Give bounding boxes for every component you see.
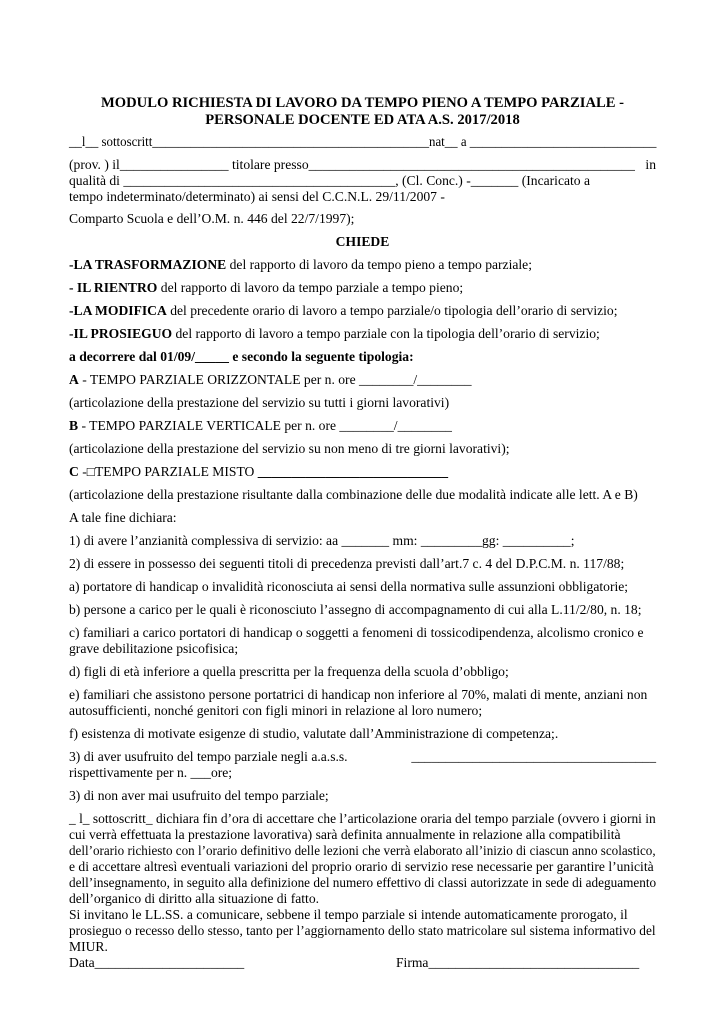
type-a-note: (articolazione della prestazione del servizio su tutti i giorni lavorativi) [69,395,450,410]
type-c-blank: ____________________________ [257,464,449,479]
invite-line-3: MIUR. [69,939,108,954]
request-label: -IL PROSIEGUO [69,326,173,341]
final-line-6: dell’organico di diritto alla situazione di fatto. [69,891,320,906]
declare-a: a) portatore di handicap o invalidità riconosciuta ai sensi della normativa sulle assunzioni obbligatorie; [69,579,629,594]
declare-titoli: 2) di essere in possesso dei seguenti titoli di precedenza previsti dall’art.7 c. 4 del D.P.C.M. n. 117/88; [69,556,625,571]
declare-3a-blank: ____________________________________ [411,749,656,764]
declare-anzianita: 1) di avere l’anzianità complessiva di servizio: aa _______ mm: _________gg: __________; [69,533,575,548]
final-line-4: e di accettare altresì eventuali variazioni del proprio orario di servizio rese necessarie per garantire l’unicità [69,859,654,874]
intro-line-contract: tempo indeterminato/determinato) ai sensi del C.C.N.L. 29/11/2007 - [69,189,445,204]
intro-line-birth [69,157,656,173]
declare-c-line-2: grave debilitazione psicofisica; [69,641,239,656]
declare-3a-text: 3) di aver usufruito del tempo parziale negli a.a.s.s. [69,749,348,764]
decorrere-line: a decorrere dal 01/09/_____ e secondo la seguente tipologia: [69,349,414,364]
type-a-line [69,372,472,388]
type-c-letter: C [69,464,79,479]
declare-e-line-1: e) familiari che assistono persone portatrici di handicap non inferiore al 70%, malati di mente, anziani non [69,687,648,702]
request-trasformazione [69,257,532,273]
type-b-text: - TEMPO PARZIALE VERTICALE per n. ore ________/________ [78,418,452,433]
form-title-line-1: MODULO RICHIESTA DI LAVORO DA TEMPO PIENO A TEMPO PARZIALE - [101,95,624,111]
declare-d: d) figli di età inferiore a quella prescritta per la frequenza della scuola d’obbligo; [69,664,509,679]
request-text: del rapporto di lavoro da tempo parziale a tempo pieno; [157,280,464,295]
request-label: - IL RIENTRO [69,280,158,295]
declare-b: b) persone a carico per le quali è riconosciuto l’assegno di accompagnamento di cui alla L.11/2/80, n. 18; [69,602,642,617]
type-c-note: (articolazione della prestazione risultante dalla combinazione delle due modalità indicate alle lett. A e B) [69,487,638,502]
declare-e-line-2: autosufficienti, nonché genitori con figli minori in relazione al loro numero; [69,703,483,718]
form-title-line-2: PERSONALE DOCENTE ED ATA A.S. 2017/2018 [205,112,520,128]
request-rientro [69,280,463,296]
type-a-letter: A [69,372,79,387]
declare-intro: A tale fine dichiara: [69,510,177,525]
request-modifica [69,303,618,319]
intro-birth-in: in [645,157,656,172]
declare-3a-line-1 [69,749,656,765]
declare-3a-line-2: rispettivamente per n. ___ore; [69,765,233,780]
request-prosieguo [69,326,600,342]
type-b-letter: B [69,418,79,433]
final-line-5: dell’insegnamento, in seguito alla definizione del numero effettivo di classi autorizzate in sede di adeguamento [69,875,657,890]
request-label: -LA MODIFICA [69,303,167,318]
invite-line-1: Si invitano le LL.SS. a comunicare, sebbene il tempo parziale si intende automaticamente prorogato, il [69,907,628,922]
declare-3b: 3) di non aver mai usufruito del tempo parziale; [69,788,329,803]
date-signature-line: Data______________________ [69,955,245,970]
final-line-2: cui verrà effettuata la prestazione lavorativa) sarà definita annualmente in relazione alla compatibilità [69,827,621,842]
type-c-text: -□TEMPO PARZIALE MISTO [78,464,258,479]
request-text: del rapporto di lavoro da tempo pieno a tempo parziale; [226,257,532,272]
intro-line-comparto: Comparto Scuola e dell’O.M. n. 446 del 22/7/1997); [69,211,355,226]
intro-line-qualita: qualità di ________________________________________, (Cl. Conc.) -_______ (Incaricato a [69,173,591,188]
request-text: del rapporto di lavoro a tempo parziale con la tipologia dell’orario di servizio; [172,326,600,341]
request-text: del precedente orario di lavoro a tempo parziale/o tipologia dell’orario di servizio; [166,303,618,318]
type-b-line [69,418,452,434]
type-c-line [69,464,448,480]
signature-line: Firma_______________________________ [396,955,640,970]
intro-birth-text: (prov. ) il________________ titolare presso________________________________________________ [69,157,635,172]
type-b-note: (articolazione della prestazione del servizio su non meno di tre giorni lavorativi); [69,441,510,456]
request-label: -LA TRASFORMAZIONE [69,257,227,272]
intro-line-name: __l__ sottoscritt___________________________________________nat__ a _____________________________ [69,134,657,149]
declare-c-line-1: c) familiari a carico portatori di handicap o soggetti a fenomeni di tossicodipendenza, alcolismo cronico e [69,625,644,640]
invite-line-2: prosieguo o recesso dello stesso, tanto per l’aggiornamento dello stato matricolare sul sistema informativo del [69,923,656,938]
chiede-heading: CHIEDE [335,234,390,249]
final-line-1: _ l_ sottoscritt_ dichiara fin d’ora di accettare che l’articolazione oraria del tempo parziale (ovvero i giorni in [69,811,656,826]
final-line-3: dell’orario richiesto con l’orario definitivo delle lezioni che verrà elaborato all’inizio di ciascun anno scolastico, [69,843,656,858]
declare-f: f) esistenza di motivate esigenze di studio, valutate dall’Amministrazione di competenza;. [69,726,559,741]
type-a-text: - TEMPO PARZIALE ORIZZONTALE per n. ore ________/________ [78,372,472,387]
